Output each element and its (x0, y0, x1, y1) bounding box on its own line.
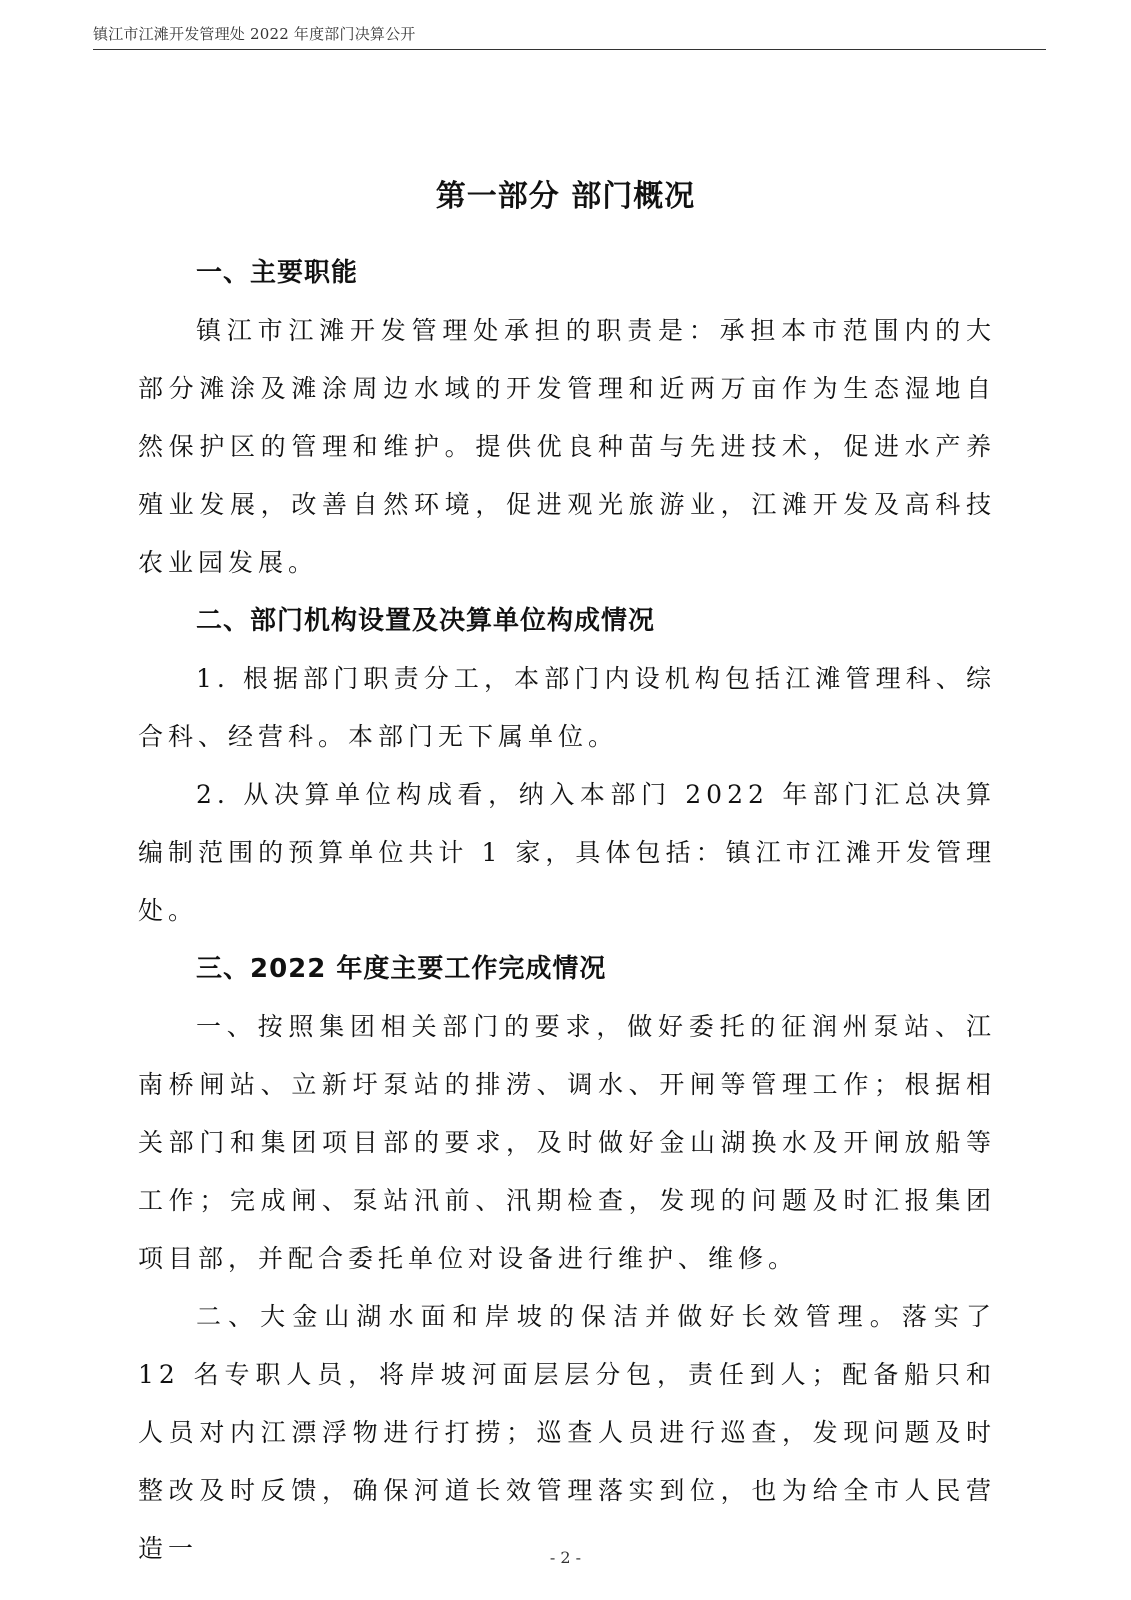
header-title: 镇江市江滩开发管理处 2022 年度部门决算公开 (93, 25, 416, 43)
section-heading-functions: 一、主要职能 (196, 258, 359, 288)
paragraph-work-1: 一、按照集团相关部门的要求，做好委托的征润州泵站、江南桥闸站、立新圩泵站的排涝、调水、开闸等管理工作；根据相关部门和集团项目部的要求，及时做好金山湖换水及开闸放船等工作；完成闸、泵站汛前、汛期检查，发现的问题及时汇报集团项目部，并配合委托单位对设备进行维护、维修。 (138, 1012, 996, 1273)
paragraph-functions: 镇江市江滩开发管理处承担的职责是：承担本市范围内的大部分滩涂及滩涂周边水域的开发管理和近两万亩作为生态湿地自然保护区的管理和维护。提供优良种苗与先进技术，促进水产养殖业发展，改善自然环境，促进观光旅游业，江滩开发及高科技农业园发展。 (138, 316, 996, 577)
section-heading-work: 三、2022 年度主要工作完成情况 (196, 954, 607, 984)
document-body (138, 244, 996, 1578)
paragraph-structure-2: 2. 从决算单位构成看，纳入本部门 2022 年部门汇总决算编制范围的预算单位共计 1 家，具体包括：镇江市江滩开发管理处。 (138, 780, 996, 925)
page-number: - 2 - (549, 1548, 582, 1567)
page-header (93, 22, 1046, 50)
paragraph-structure-1: 1. 根据部门职责分工，本部门内设机构包括江滩管理科、综合科、经营科。本部门无下属单位。 (138, 664, 996, 751)
paragraph-work-2: 二、大金山湖水面和岸坡的保洁并做好长效管理。落实了 12 名专职人员，将岸坡河面层层分包，责任到人；配备船只和人员对内江漂浮物进行打捞；巡查人员进行巡查，发现问题及时整改及时反馈，确保河道长效管理落实到位，也为给全市人民营造一 (138, 1302, 996, 1563)
section-heading-structure: 二、部门机构设置及决算单位构成情况 (196, 606, 656, 636)
document-title: 第一部分 部门概况 (435, 179, 696, 214)
